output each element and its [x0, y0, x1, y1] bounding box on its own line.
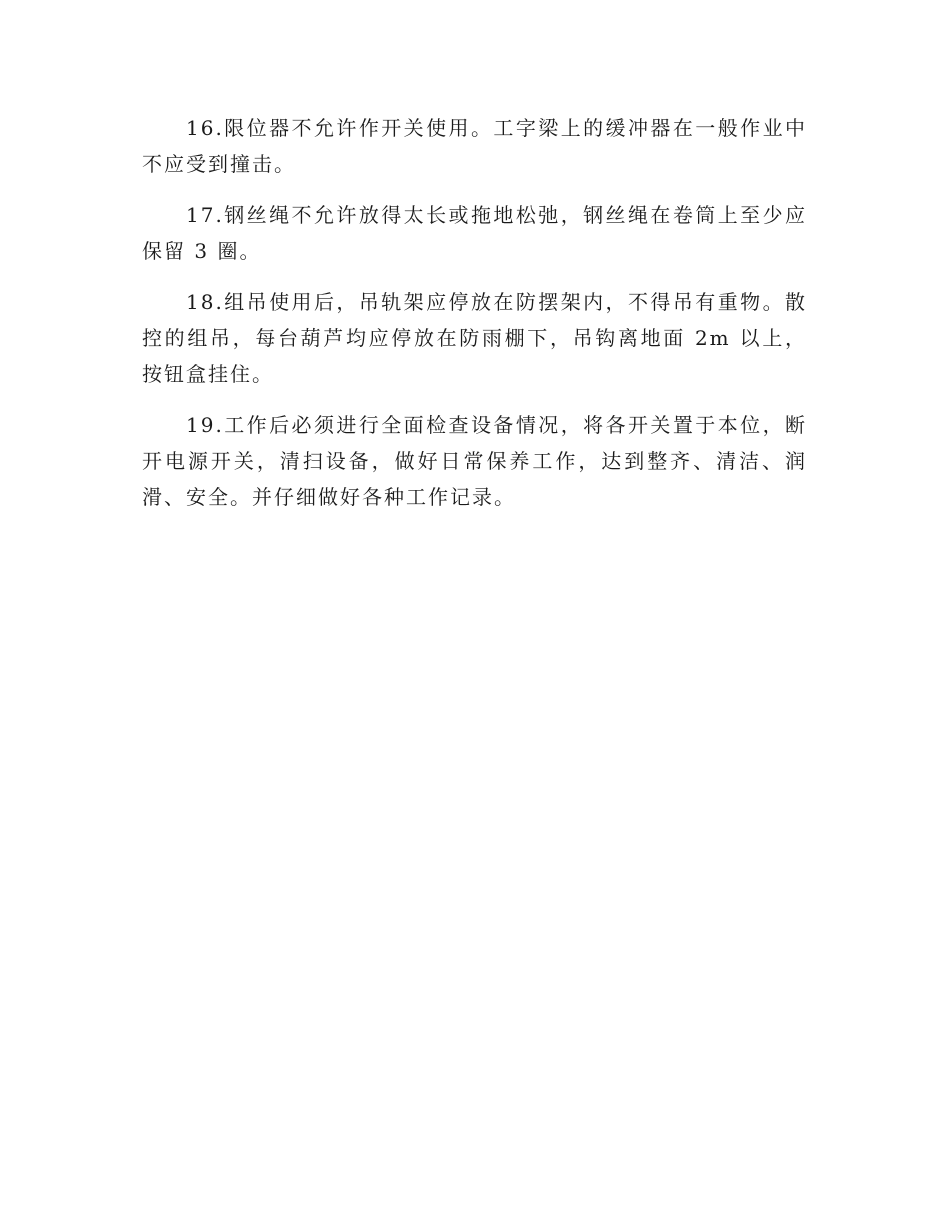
- paragraph-17: 17.钢丝绳不允许放得太长或拖地松弛，钢丝绳在卷筒上至少应保留 3 圈。: [142, 203, 807, 263]
- paragraph-18: 18.组吊使用后，吊轨架应停放在防摆架内，不得吊有重物。散控的组吊，每台葫芦均应停放在防雨棚下，吊钩离地面 2m 以上，按钮盒挂住。: [142, 290, 807, 386]
- paragraph-19: 19.工作后必须进行全面检查设备情况，将各开关置于本位，断开电源开关，清扫设备，做好日常保养工作，达到整齐、清洁、润滑、安全。并仔细做好各种工作记录。: [142, 413, 807, 509]
- document-body: [142, 110, 807, 530]
- paragraph-16: 16.限位器不允许作开关使用。工字梁上的缓冲器在一般作业中不应受到撞击。: [142, 116, 807, 176]
